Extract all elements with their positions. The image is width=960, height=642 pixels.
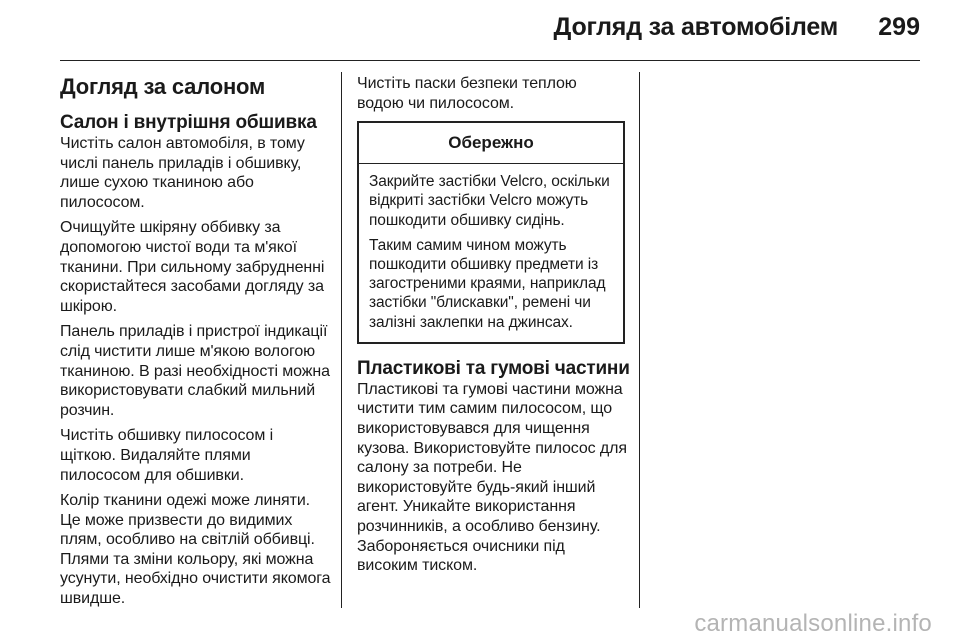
section-title: Догляд за салоном [60, 74, 266, 99]
caution-body [359, 164, 623, 342]
page-number: 299 [878, 13, 920, 41]
right-column [357, 74, 630, 582]
paragraph: Пластикові та гумові частини можна чистити тим самим пилососом, що використовувався для чищення кузова. Використовуйте пилосос для салону за потреби. Не використовуйте будь-який інший агент. Уникайте використання розчинників, а особливо бензину. Забороняється очисники під високим тиском. [357, 380, 627, 575]
caution-paragraph: Таким самим чином можуть пошкодити обшивку предмети із загостреними краями, наприклад застібки "блискавки", ремені чи залізні заклепки на джинсах. [369, 236, 606, 331]
caution-paragraph: Закрийте застібки Velcro, оскільки відкриті застібки Velcro можуть пошкодити обшивку сидінь. [369, 173, 610, 229]
paragraph: Очищуйте шкіряну оббивку за допомогою чистої води та м'якої тканини. При сильному забрудненні скористайтеся засобами догляду за шкірою. [60, 219, 325, 315]
watermark: carmanualsonline.info [694, 610, 932, 637]
caution-title: Обережно [359, 123, 623, 164]
left-column [60, 74, 332, 615]
subsection-title: Пластикові та гумові частини [357, 357, 630, 379]
column-divider [639, 72, 640, 608]
subsection-title: Салон і внутрішня обшивка [60, 112, 317, 133]
page-header [0, 0, 960, 62]
paragraph: Чистіть обшивку пилососом і щіткою. Видаляйте плями пилососом для обшивки. [60, 427, 274, 484]
paragraph: Панель приладів і пристрої індикації слід чистити лише м'якою вологою тканиною. В разі необхідності можна використовувати слабкий мильний розчин. [60, 323, 330, 419]
paragraph: Чистіть паски безпеки теплою водою чи пилососом. [357, 75, 577, 112]
paragraph: Колір тканини одежі може линяти. Це може призвести до видимих плям, особливо на світлій оббивці. Плями та зміни кольору, які можна усунути, необхідно очистити якомога швидше. [60, 492, 331, 608]
column-divider [341, 72, 342, 608]
chapter-title: Догляд за автомобілем [553, 13, 838, 41]
caution-box [357, 121, 625, 344]
paragraph: Чистіть салон автомобіля, в тому числі панель приладів і обшивку, лише сухою тканиною або пилососом. [60, 135, 305, 211]
header-divider [60, 60, 920, 61]
